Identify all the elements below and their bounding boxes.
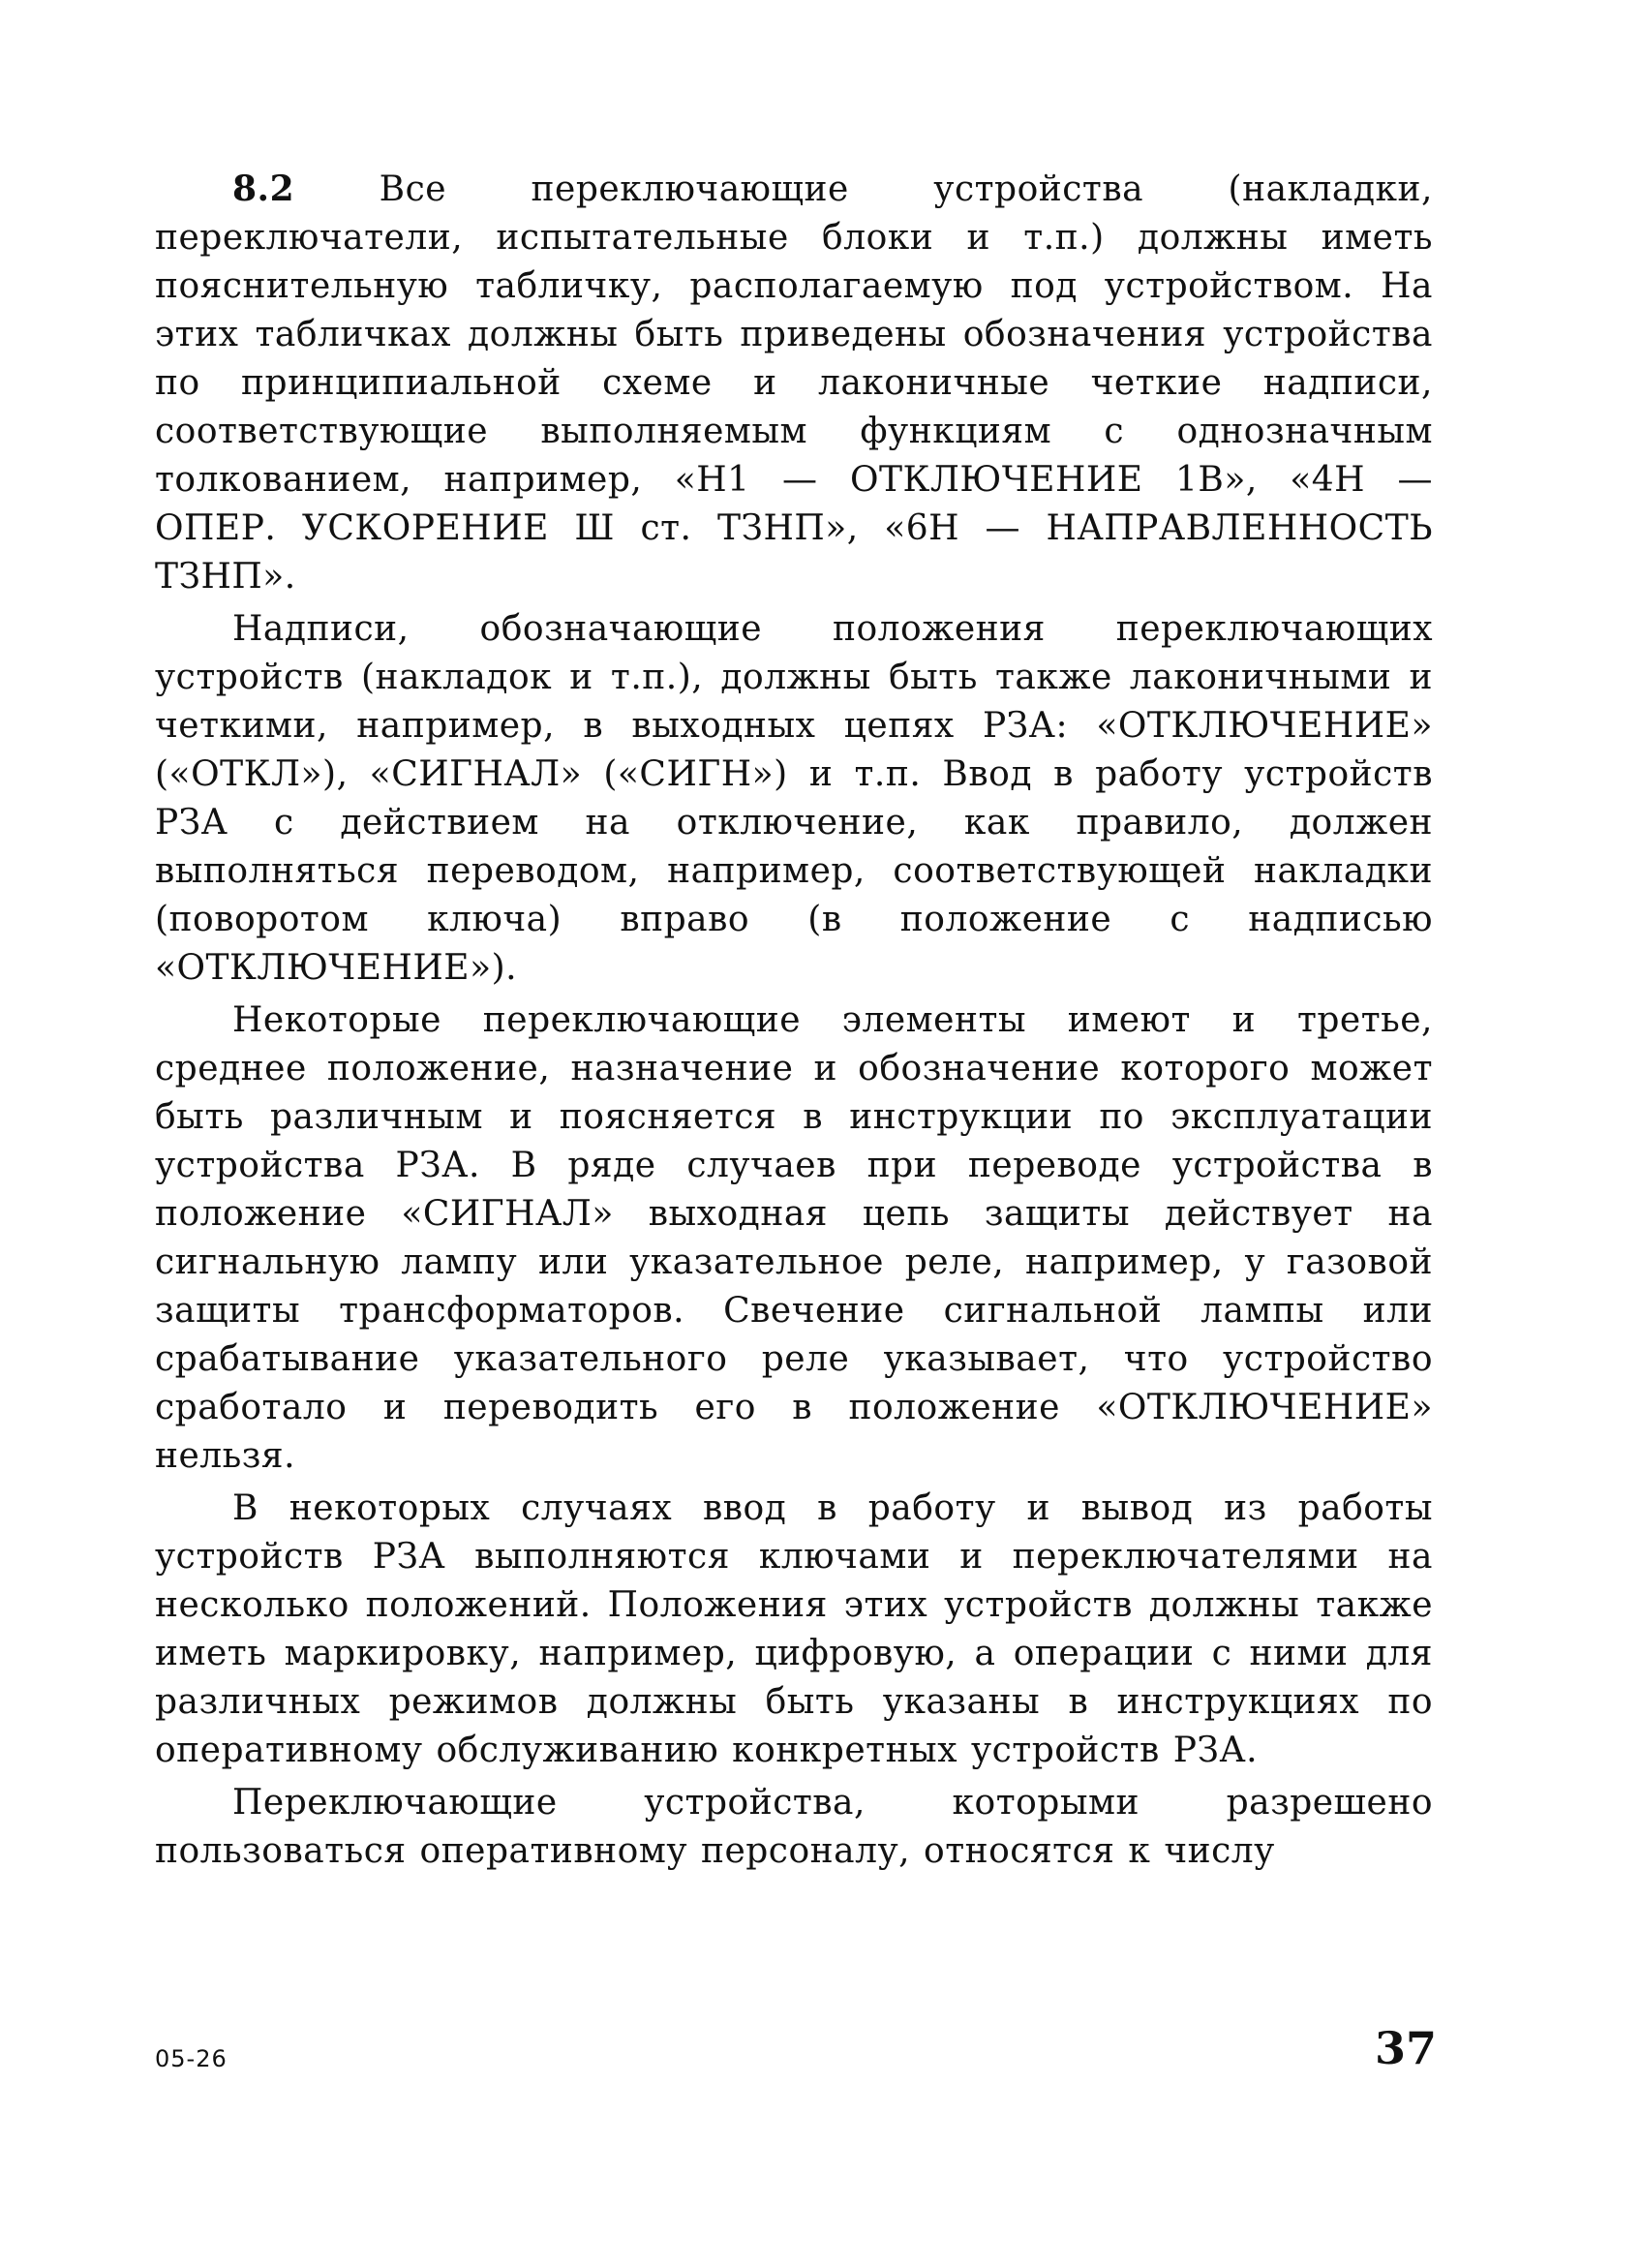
section-lead-text: Все переключающие устройства (накладки, переключатели, испытательные блоки и т.п.) должны иметь пояснительную табличку, располагаемую под устройством. На этих табличках должны быть приведены обозначения устройства по принципиальной схеме и лаконичные четкие надписи, соответствующие выполняемым функциям с однозначным толкованием, например, «Н1 — ОТКЛЮЧЕНИЕ 1В», «4Н — ОПЕР. УСКОРЕНИЕ Ш ст. ТЗНП», «6Н — НАПРАВЛЕННОСТЬ ТЗНП». xyxy=(155,169,1433,597)
section-8-2-paragraph xyxy=(155,165,1433,601)
paragraph-keys-switches: В некоторых случаях ввод в работу и вывод из работы устройств РЗА выполняются ключами и переключателями на несколько положений. Положения этих устройств должны также иметь маркировку, например, цифровую, а операции с ними для различных режимов должны быть указаны в инструкциях по оперативному обслуживанию конкретных устройств РЗА. xyxy=(155,1488,1433,1770)
page-number: 37 xyxy=(1375,2022,1438,2074)
section-number: 8.2 xyxy=(232,169,295,209)
page-body xyxy=(155,165,1433,1876)
paragraph-operational-devices: Переключающие устройства, которыми разрешено пользоваться оперативному персоналу, относятся к числу xyxy=(155,1783,1433,1871)
paragraph-inscriptions: Надписи, обозначающие положения переключающих устройств (накладок и т.п.), должны быть также лаконичными и четкими, например, в выходных цепях РЗА: «ОТКЛЮЧЕНИЕ» («ОТКЛ»), «СИГНАЛ» («СИГН») и т.п. Ввод в работу устройств РЗА с действием на отключение, как правило, должен выполняться переводом, например, соответствующей накладки (поворотом ключа) вправо (в положение с надписью «ОТКЛЮЧЕНИЕ»). xyxy=(155,609,1433,988)
footer-code: 05-26 xyxy=(155,2045,228,2072)
paragraph-third-position: Некоторые переключающие элементы имеют и третье, среднее положение, назначение и обозначение которого может быть различным и поясняется в инструкции по эксплуатации устройства РЗА. В ряде случаев при переводе устройства в положение «СИГНАЛ» выходная цепь защиты действует на сигнальную лампу или указательное реле, например, у газовой защиты трансформаторов. Свечение сигнальной лампы или срабатывание указательного реле указывает, что устройство сработало и переводить его в положение «ОТКЛЮЧЕНИЕ» нельзя. xyxy=(155,1000,1433,1476)
